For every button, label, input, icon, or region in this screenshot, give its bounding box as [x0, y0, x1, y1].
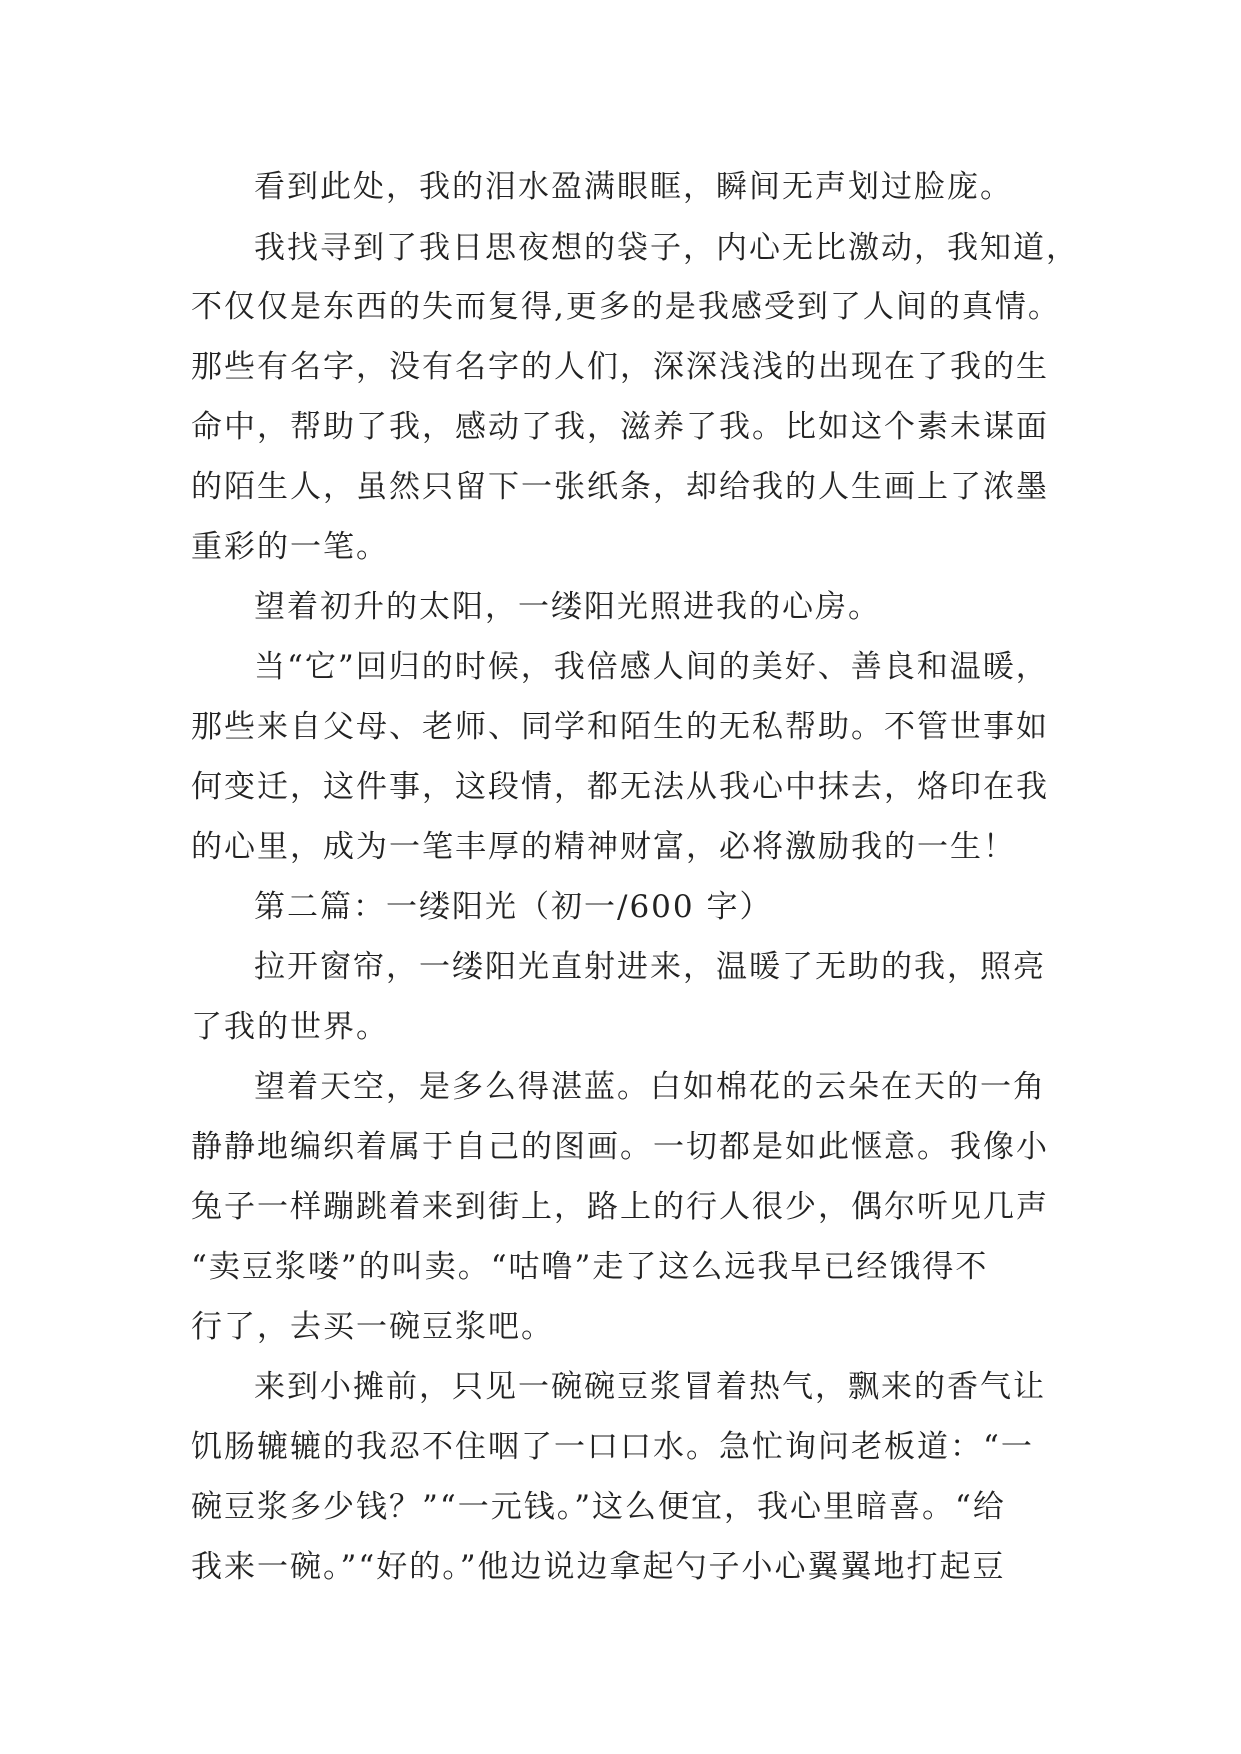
text-line: 静静地编织着属于自己的图画。一切都是如此惬意。我像小 — [191, 1129, 1049, 1165]
text-line: 饥肠辘辘的我忍不住咽了一口口水。急忙询问老板道：“一 — [191, 1429, 1034, 1465]
text-line: 行了，去买一碗豆浆吧。 — [191, 1309, 554, 1345]
section-heading: 第二篇：一缕阳光（初一/600 字） — [254, 889, 773, 925]
text-line: 碗豆浆多少钱？”“一元钱。”这么便宜，我心里暗喜。“给 — [191, 1489, 1006, 1525]
text-line: 望着初升的太阳，一缕阳光照进我的心房。 — [254, 589, 881, 625]
text-line: 了我的世界。 — [191, 1009, 389, 1045]
text-line: 重彩的一笔。 — [191, 529, 389, 565]
text-line: 兔子一样蹦跳着来到街上，路上的行人很少，偶尔听见几声 — [191, 1189, 1049, 1225]
text-line: 当“它”回归的时候，我倍感人间的美好、善良和温暖， — [254, 649, 1049, 685]
text-line: 不仅仅是东西的失而复得,更多的是我感受到了人间的真情。 — [191, 289, 1061, 325]
text-line: 那些有名字，没有名字的人们，深深浅浅的出现在了我的生 — [191, 349, 1049, 385]
text-line: 看到此处，我的泪水盈满眼眶，瞬间无声划过脸庞。 — [254, 169, 1013, 205]
text-line: 我找寻到了我日思夜想的袋子，内心无比激动，我知道， — [254, 230, 1079, 266]
text-line: 拉开窗帘，一缕阳光直射进来，温暖了无助的我，照亮 — [254, 949, 1046, 985]
text-line: 我来一碗。”“好的。”他边说边拿起勺子小心翼翼地打起豆 — [191, 1549, 1006, 1585]
text-line: 的心里，成为一笔丰厚的精神财富，必将激励我的一生！ — [191, 829, 1016, 865]
text-line: 来到小摊前，只见一碗碗豆浆冒着热气，飘来的香气让 — [254, 1369, 1046, 1405]
text-line: “卖豆浆喽”的叫卖。“咕噜”走了这么远我早已经饿得不 — [191, 1249, 989, 1285]
text-line: 何变迁，这件事，这段情，都无法从我心中抹去，烙印在我 — [191, 769, 1049, 805]
text-line: 的陌生人，虽然只留下一张纸条，却给我的人生画上了浓墨 — [191, 469, 1049, 505]
text-line: 命中，帮助了我，感动了我，滋养了我。比如这个素未谋面 — [191, 409, 1049, 445]
text-line: 那些来自父母、老师、同学和陌生的无私帮助。不管世事如 — [191, 709, 1049, 745]
text-line: 望着天空，是多么得湛蓝。白如棉花的云朵在天的一角 — [254, 1069, 1046, 1105]
